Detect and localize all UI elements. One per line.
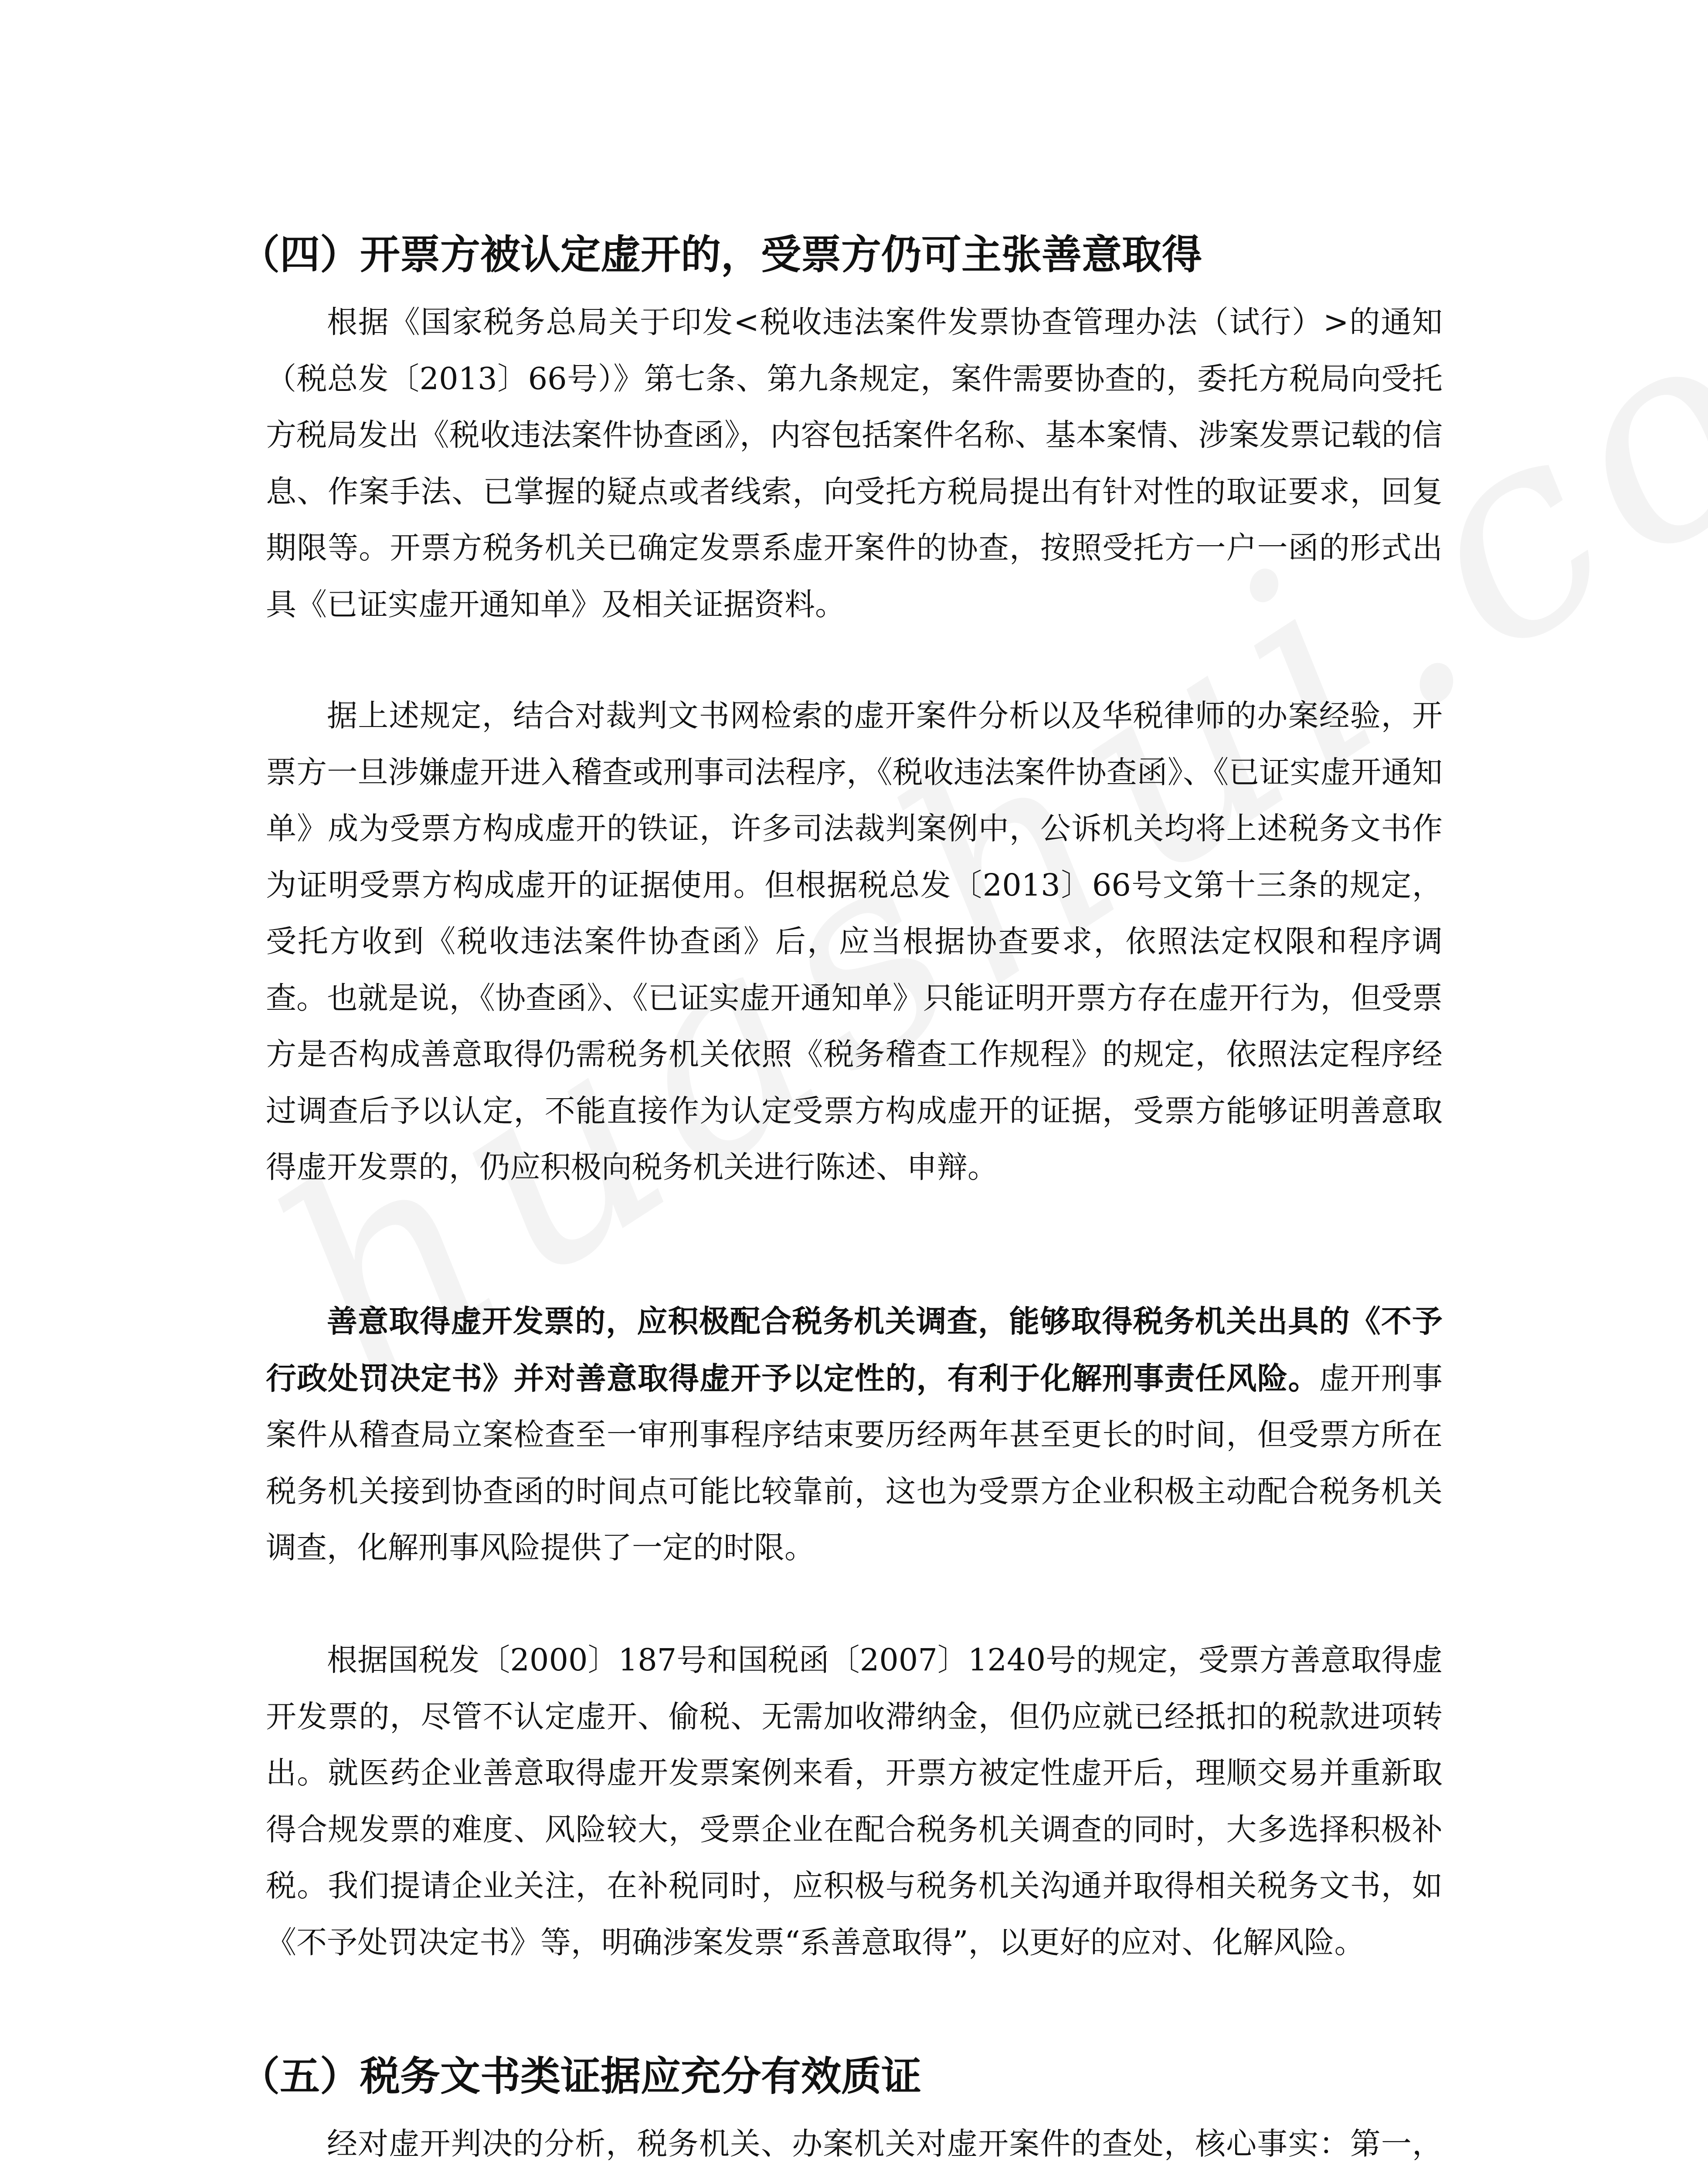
section-heading-5: （五）税务文书类证据应充分有效质证 xyxy=(240,2053,922,2100)
paragraph-3-emphasis: 善意取得虚开发票的，应积极配合税务机关调查，能够取得税务机关出具的《不予行政处罚决定书》并对善意取得虚开予以定性的，有利于化解刑事责任风险。 xyxy=(266,1303,1443,1396)
paragraph-4: 根据国税发〔2000〕187号和国税函〔2007〕1240号的规定，受票方善意取得虚开发票的，尽管不认定虚开、偷税、无需加收滞纳金，但仍应就已经抵扣的税款进项转出。就医药企业善意取得虚开发票案例来看，开票方被定性虚开后，理顺交易并重新取得合规发票的难度、风险较大，受票企业在配合税务机关调查的同时，大多选择积极补税。我们提请企业关注，在补税同时，应积极与税务机关沟通并取得相关税务文书，如《不予处罚决定书》等，明确涉案发票“系善意取得”，以更好的应对、化解风险。 xyxy=(266,1642,1443,1960)
paragraph-2: 据上述规定，结合对裁判文书网检索的虚开案件分析以及华税律师的办案经验，开票方一旦涉嫌虚开进入稽查或刑事司法程序，《税收违法案件协查函》、《已证实虚开通知单》成为受票方构成虚开的铁证，许多司法裁判案例中，公诉机关均将上述税务文书作为证明受票方构成虚开的证据使用。但根据税总发〔2013〕66号文第十三条的规定，受托方收到《税收违法案件协查函》后，应当根据协查要求，依照法定权限和程序调查。也就是说，《协查函》、《已证实虚开通知单》只能证明开票方存在虚开行为，但受票方是否构成善意取得仍需税务机关依照《税务稽查工作规程》的规定，依照法定程序经过调查后予以认定，不能直接作为认定受票方构成虚开的证据，受票方能够证明善意取得虚开发票的，仍应积极向税务机关进行陈述、申辩。 xyxy=(266,698,1443,1185)
section-heading-4: （四）开票方被认定虚开的，受票方仍可主张善意取得 xyxy=(240,231,1202,278)
paragraph-3-text: 虚开刑事案件从稽查局立案检查至一审刑事程序结束要历经两年甚至更长的时间，但受票方所在税务机关接到协查函的时间点可能比较靠前，这也为受票方企业积极主动配合税务机关调查，化解刑事风险提供了一定的时限。 xyxy=(266,1360,1443,1565)
paragraph-3 xyxy=(266,1293,1443,1576)
paragraph-1: 根据《国家税务总局关于印发<税收违法案件发票协查管理办法（试行）>的通知（税总发〔2013〕66号）》第七条、第九条规定，案件需要协查的，委托方税局向受托方税局发出《税收违法案件协查函》，内容包括案件名称、基本案情、涉案发票记载的信息、作案手法、已掌握的疑点或者线索，向受托方税局提出有针对性的取证要求，回复期限等。开票方税务机关已确定发票系虚开案件的协查，按照受托方一户一函的形式出具《已证实虚开通知单》及相关证据资料。 xyxy=(266,304,1443,622)
paragraph-5: 经对虚开判决的分析，税务机关、办案机关对虚开案件的查处，核心事实：第一， xyxy=(327,2126,1443,2162)
